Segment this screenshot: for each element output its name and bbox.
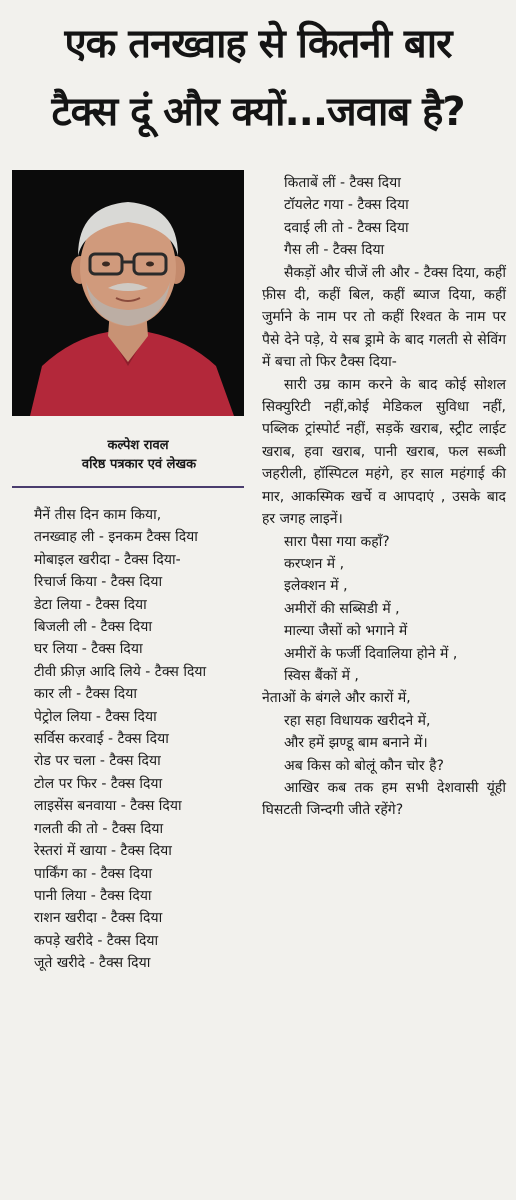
paragraph: बिजली ली - टैक्स दिया [34,619,152,636]
paragraph: जूते खरीदे - टैक्स दिया [34,955,151,972]
left-column-text [12,504,244,975]
paragraph: नेताओं के बंगले और कारों में, [262,690,411,707]
paragraph: रोड पर चला - टैक्स दिया [34,753,161,770]
paragraph: अमीरों की सब्सिडी में , [284,600,400,617]
paragraph: रिचार्ज किया - टैक्स दिया [34,574,163,591]
byline-divider [12,486,244,488]
paragraph: मैनें तीस दिन काम किया, [34,507,162,523]
paragraph: किताबें लीं - टैक्स दिया [284,175,401,191]
paragraph: टॉयलेट गया - टैक्स दिया [284,197,409,214]
paragraph: सारी उम्र काम करने के बाद कोई सोशल सिक्युरिटी नहीं,कोई मेडिकल सुविधा नहीं, पब्लिक ट्रांस्पोर्ट नहीं, सड़कें खराब, स्ट्रीट लाईट खराब, हवा खराब, पानी खराब, फल सब्जी जहरीली, हॉस्पिटल महंगे, हर साल महंगाई की मार, आकस्मिक खर्चे व आपदाएं , उसके बाद हर जगह लाइनें। [262,376,506,528]
paragraph: लाइसेंस बनवाया - टैक्स दिया [34,798,182,815]
paragraph: पार्किंग का - टैक्स दिया [34,865,152,882]
paragraph: घर लिया - टैक्स दिया [34,641,143,658]
paragraph: अब किस को बोलूं कौन चोर है? [284,757,444,774]
paragraph: कपड़े खरीदे - टैक्स दिया [34,932,159,949]
paragraph: राशन खरीदा - टैक्स दिया [34,910,163,927]
paragraph: रहा सहा विधायक खरीदने में, [284,712,431,729]
right-column-text [262,172,506,822]
paragraph: स्विस बैंकों में , [284,667,359,684]
author-name: कल्पेश रावल [107,438,169,453]
paragraph: टीवी फ्रीज़ आदि लिये - टैक्स दिया [34,663,207,680]
author-photo [12,170,244,416]
paragraph: कार ली - टैक्स दिया [34,686,137,703]
paragraph: सैकड़ों और चीजें ली और - टैक्स दिया, कहीं फ़ीस दी, कहीं बिल, कहीं ब्याज दिया, कहीं जुर्माने के नाम पर तो कहीं रिश्वत के नाम पर पैसे देने पड़े, ये सब ड्रामे के बाद गलती से सेविंग में बचा तो फिर टैक्स दिया- [262,264,506,371]
paragraph: अमीरों के फर्जी दिवालिया होने में , [284,645,458,662]
paragraph: रेस्तरां में खाया - टैक्स दिया [34,843,172,860]
paragraph: गैस ली - टैक्स दिया [284,242,385,259]
paragraph: सर्विस करवाई - टैक्स दिया [34,731,169,748]
paragraph: पानी लिया - टैक्स दिया [34,887,152,904]
paragraph: टोल पर फिर - टैक्स दिया [34,775,163,792]
left-column [12,170,244,975]
byline [12,416,244,474]
paragraph: मोबाइल खरीदा - टैक्स दिया- [34,551,181,568]
paragraph: पेट्रोल लिया - टैक्स दिया [34,708,157,725]
paragraph: आखिर कब तक हम सभी देशवासी यूंही घिसटती जिन्दगी जीते रहेंगे? [262,779,506,819]
right-column [262,172,506,822]
headline [0,0,516,162]
author-role: वरिष्ठ पत्रकार एवं लेखक [81,457,197,472]
paragraph: सारा पैसा गया कहाँ? [284,533,390,550]
headline-line-2: टैक्स दूं और क्यों...जवाब है? [51,89,465,135]
headline-line-1: एक तनख्वाह से कितनी बार [64,21,452,67]
paragraph: दवाई ली तो - टैक्स दिया [284,219,409,236]
paragraph: तनख्वाह ली - इनकम टैक्स दिया [34,529,198,546]
paragraph: इलेक्शन में , [284,578,348,595]
paragraph: और हमें झण्डू बाम बनाने में। [284,735,428,752]
paragraph: करप्शन में , [284,555,345,572]
paragraph: डेटा लिया - टैक्स दिया [34,596,147,613]
paragraph: माल्या जैसों को भगाने में [284,623,408,640]
paragraph: गलती की तो - टैक्स दिया [34,820,164,837]
